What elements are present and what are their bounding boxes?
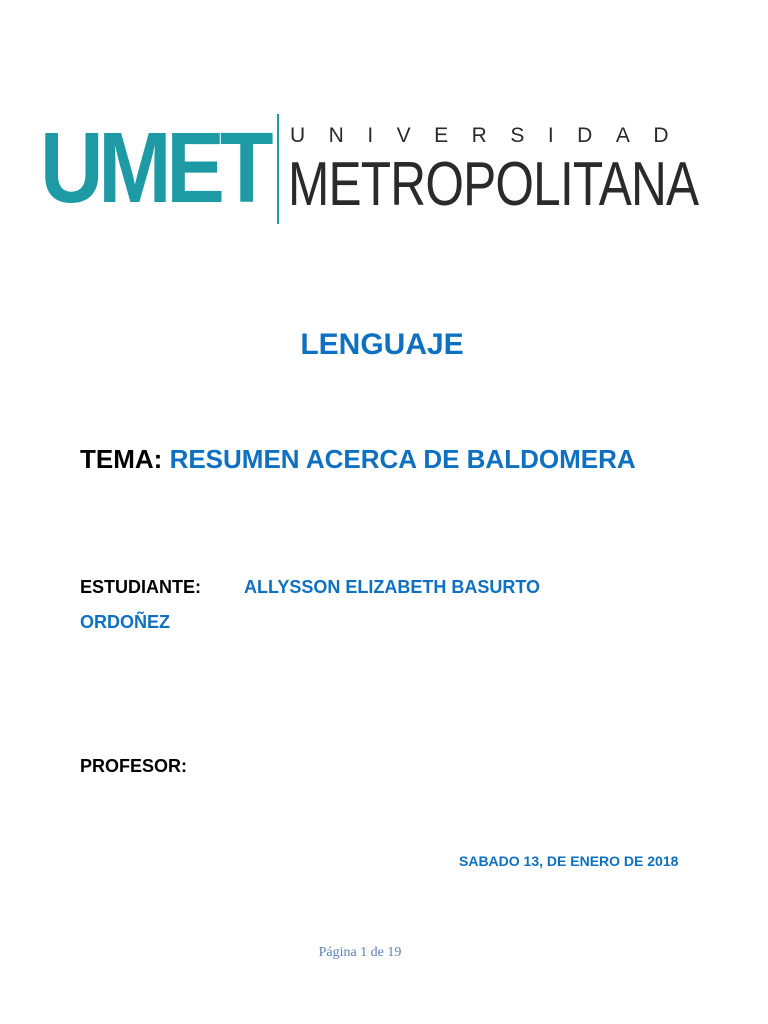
topic-label: TEMA: [80,444,163,474]
student-name-line2: ORDOÑEZ [80,612,170,632]
professor-label: PROFESOR: [80,756,188,776]
logo-acronym: UMET [40,112,269,224]
logo-divider [277,114,279,224]
logo-metropolitana-text: METROPOLITANA [288,150,699,219]
subject-title: LENGUAJE [300,328,464,361]
document-date: SABADO 13, DE ENERO DE 2018 [459,853,679,869]
topic-value: RESUMEN ACERCA DE BALDOMERA [169,444,636,474]
university-logo [40,110,720,230]
student-label: ESTUDIANTE: [80,577,201,597]
logo-universidad-text: UNIVERSIDAD [290,124,693,147]
student-name-line1: ALLYSSON ELIZABETH BASURTO [244,577,541,597]
page-number-footer: Página 1 de 19 [318,945,402,960]
topic-line [80,444,636,474]
